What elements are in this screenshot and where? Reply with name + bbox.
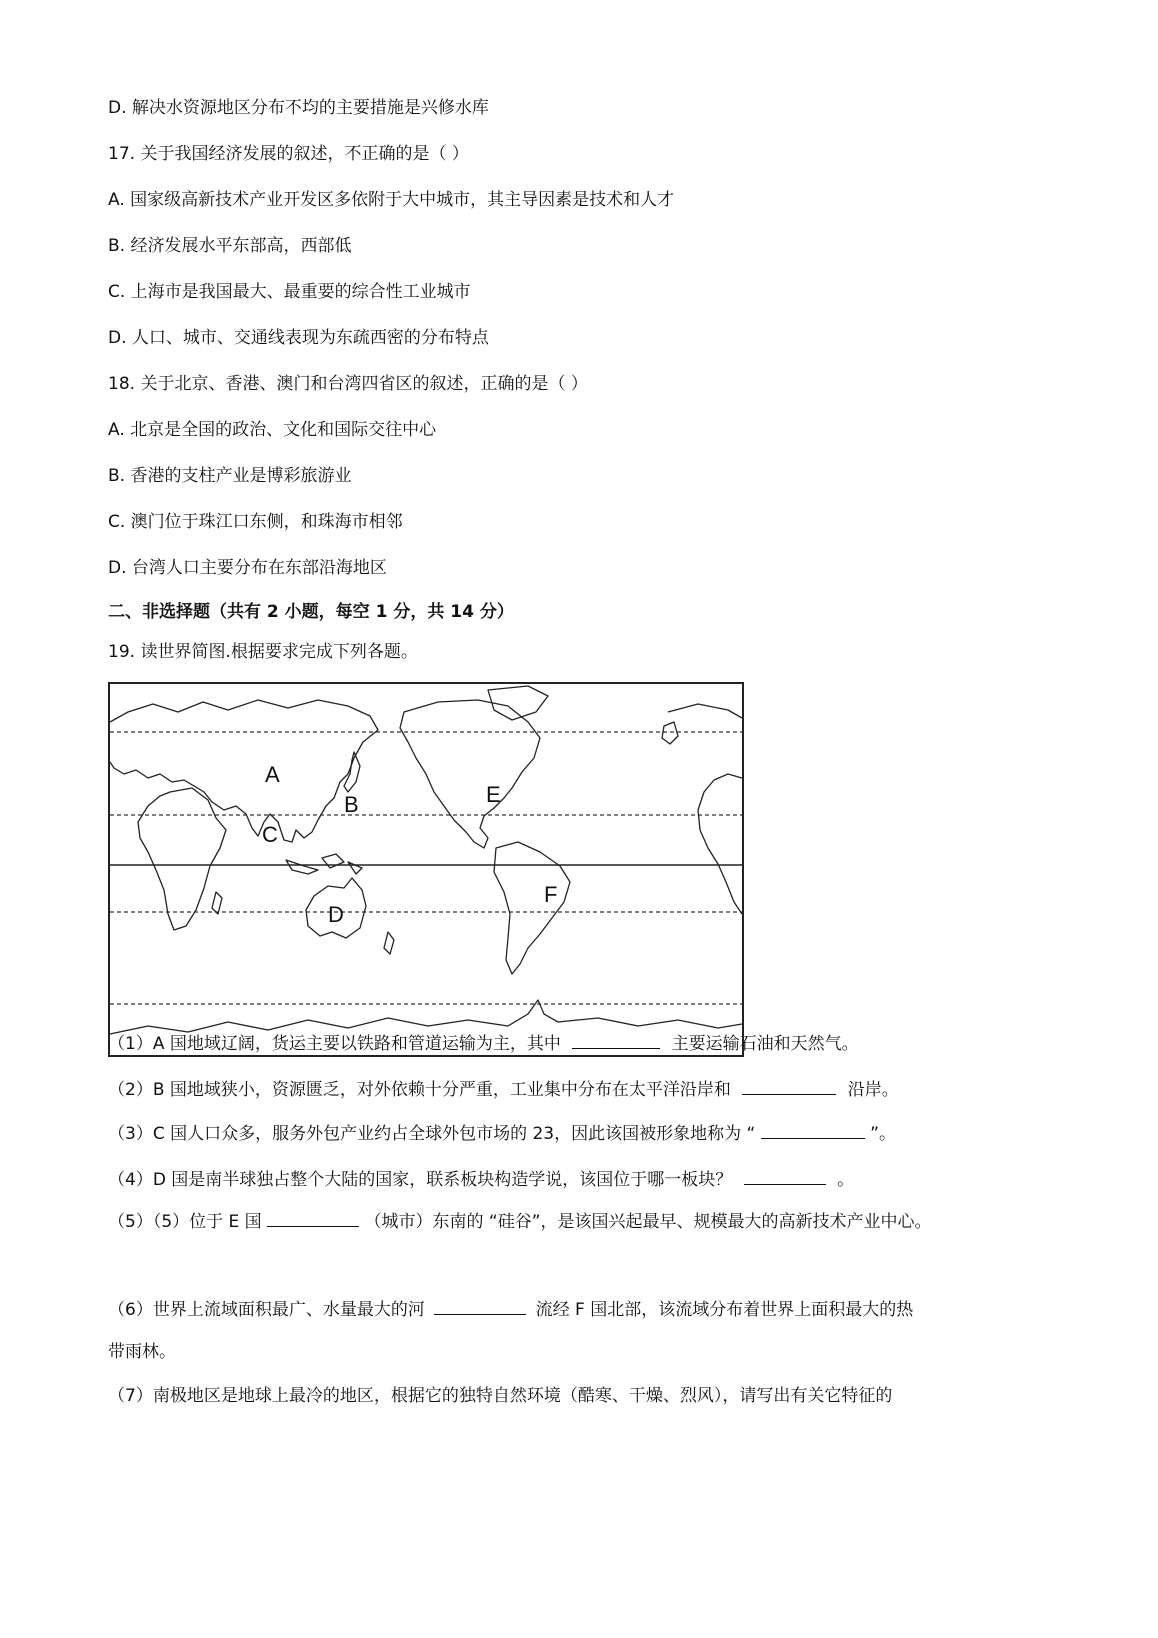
q17-option-c: C. 上海市是我国最大、最重要的综合性工业城市 — [108, 282, 471, 302]
q19-part-6-text: （6）世界上流域面积最广、水量最大的河 — [108, 1300, 425, 1320]
q17-stem: 17. 关于我国经济发展的叙述，不正确的是（ ） — [108, 144, 469, 164]
map-label-f: F — [544, 882, 558, 907]
q19-part-1 — [108, 1030, 859, 1056]
q19-part-3-text: （3）C 国人口众多，服务外包产业约占全球外包市场的 23，因此该国被形象地称为 “ — [108, 1124, 756, 1144]
map-label-e: E — [486, 782, 501, 807]
q19-part-1-answer-blank[interactable] — [572, 1030, 660, 1049]
q19-part-5 — [108, 1208, 932, 1234]
q19-part-6-answer-blank[interactable] — [434, 1296, 526, 1315]
q18-option-d: D. 台湾人口主要分布在东部沿海地区 — [108, 558, 387, 578]
q19-part-4-answer-blank[interactable] — [744, 1166, 826, 1185]
map-label-c: C — [262, 822, 278, 847]
q19-stem: 19. 读世界简图.根据要求完成下列各题。 — [108, 642, 418, 662]
q19-part-5-answer-blank[interactable] — [267, 1208, 359, 1227]
map-label-a: A — [265, 762, 280, 787]
q19-part-4-text-end: 。 — [837, 1170, 855, 1190]
q17-option-d: D. 人口、城市、交通线表现为东疏西密的分布特点 — [108, 328, 489, 348]
q19-part-2-text-end: 沿岸。 — [847, 1080, 899, 1100]
map-label-b: B — [344, 792, 359, 817]
q19-part-5-text: （5）（5）位于 E 国 — [108, 1212, 262, 1232]
q17-option-a: A. 国家级高新技术产业开发区多依附于大中城市，其主导因素是技术和人才 — [108, 190, 675, 210]
q19-part-1-text: （1）A 国地域辽阔，货运主要以铁路和管道运输为主，其中 — [108, 1034, 561, 1054]
section-2-title: 二、非选择题（共有 2 小题，每空 1 分，共 14 分） — [108, 602, 514, 622]
q18-option-c: C. 澳门位于珠江口东侧，和珠海市相邻 — [108, 512, 403, 532]
q19-part-3-answer-blank[interactable] — [761, 1120, 865, 1139]
q19-part-3 — [108, 1120, 896, 1146]
q19-part-6-text-end: 流经 F 国北部，该流域分布着世界上面积最大的热 — [535, 1300, 914, 1320]
q19-part-2-text: （2）B 国地域狭小，资源匮乏，对外依赖十分严重，工业集中分布在太平洋沿岸和 — [108, 1080, 731, 1100]
q18-option-b: B. 香港的支柱产业是博彩旅游业 — [108, 466, 352, 486]
q18-option-a: A. 北京是全国的政治、文化和国际交往中心 — [108, 420, 437, 440]
q19-part-5-text-end: （城市）东南的 “硅谷”，是该国兴起最早、规模最大的高新技术产业中心。 — [364, 1212, 932, 1232]
q19-part-3-text-end: ”。 — [870, 1124, 896, 1144]
q19-part-6 — [108, 1296, 913, 1322]
q19-part-4-text: （4）D 国是南半球独占整个大陆的国家，联系板块构造学说，该国位于哪一板块？ — [108, 1170, 733, 1190]
q19-part-1-text-end: 主要运输石油和天然气。 — [671, 1034, 859, 1054]
q19-part-2 — [108, 1076, 899, 1102]
q16-option-d: D. 解决水资源地区分布不均的主要措施是兴修水库 — [108, 98, 489, 118]
map-label-d: D — [328, 902, 344, 927]
q19-part-4 — [108, 1166, 854, 1192]
map-frame — [109, 683, 743, 1056]
world-map — [108, 682, 744, 1057]
q19-part-7: （7）南极地区是地球上最冷的地区，根据它的独特自然环境（酷寒、干燥、烈风），请写出有关它特征的 — [108, 1386, 893, 1406]
q19-part-2-answer-blank[interactable] — [742, 1076, 836, 1095]
q19-part-6-continuation: 带雨林。 — [108, 1342, 176, 1362]
q18-stem: 18. 关于北京、香港、澳门和台湾四省区的叙述，正确的是（ ） — [108, 374, 588, 394]
q17-option-b: B. 经济发展水平东部高，西部低 — [108, 236, 352, 256]
